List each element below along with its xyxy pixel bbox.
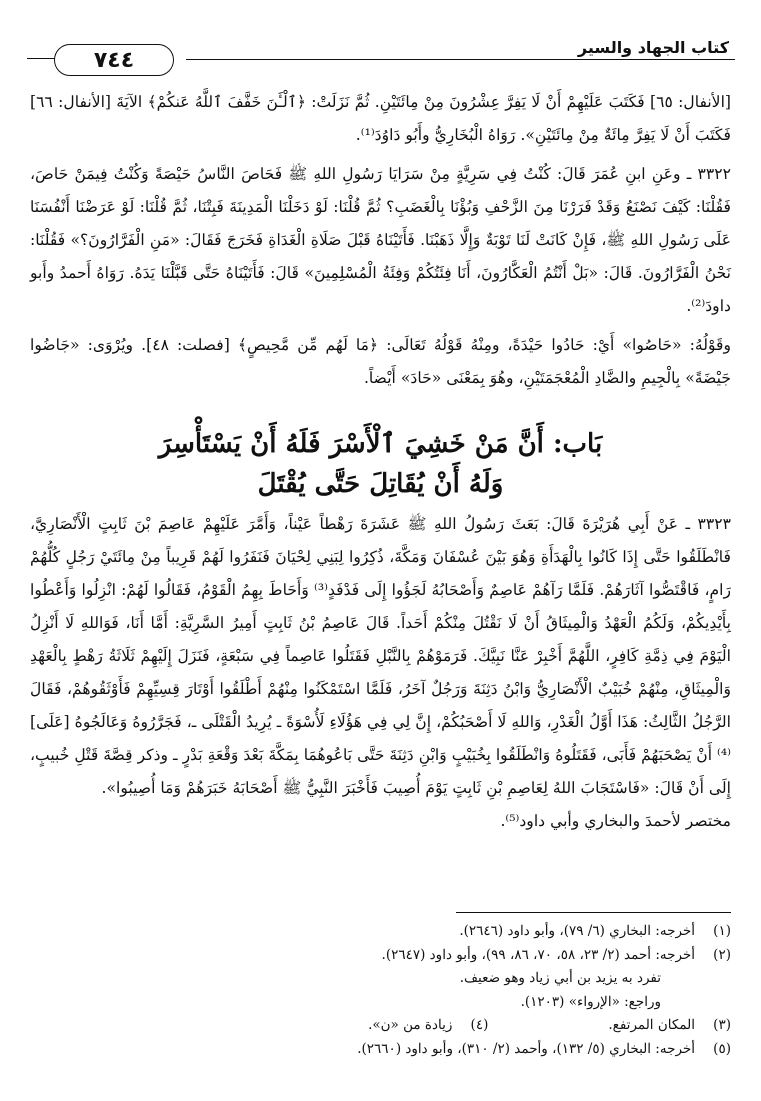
footnote-3 xyxy=(608,1014,731,1038)
footnote-number: (٣) xyxy=(713,1017,731,1033)
main-text-block xyxy=(30,508,731,838)
book-title: كتاب الجهاد والسير xyxy=(577,38,729,57)
chapter-heading xyxy=(30,424,731,504)
footnote-5 xyxy=(40,1038,731,1062)
footnote-text: أخرجه: البخاري (٦/ ٧٩)، وأبو داود (٢٦٤٦). xyxy=(459,923,695,939)
paragraph-abridged-note: مختصر لأحمدَ والبخاري وأبي داود⁽⁵⁾. xyxy=(500,812,731,830)
paragraph-verse-ending: [الأنفال: ٦٥] فَكَتَبَ عَلَيْهِمْ أَنْ لَا يَفِرَّ عِشْرُونَ مِنْ مِائَتَيْنِ. ثُمَّ نَزَلَتْ: ﴿ٱلْـَٔنَ خَفَّفَ ٱللَّهُ عَنكُمْ﴾ الآيَةَ [الأنفال: ٦٦] فَكَتَبَ أَنْ لَا يَفِرَّ مِائَةٌ مِنْ مِائَتَيْنِ». رَوَاهُ الْبُخَارِيُّ وأَبُو دَاوُدَ⁽¹⁾. xyxy=(30,93,731,144)
footnote-2-note-2: وراجع: «الإرواء» (١٢٠٣). xyxy=(520,993,661,1010)
footnotes xyxy=(40,920,731,1061)
footnote-row-3-4 xyxy=(40,1014,731,1038)
chapter-title-line-1: بَاب: أَنَّ مَنْ خَشِيَ ٱلْأَسْرَ فَلَهُ أَنْ يَسْتَأْسِرَ xyxy=(158,429,603,459)
footnote-number: (٥) xyxy=(713,1040,731,1057)
top-text-block xyxy=(30,86,731,395)
footnote-text: زيادة من «ن». xyxy=(368,1017,453,1033)
footnote-2-note-1: تفرد به يزيد بن أبي زياد وهو ضعيف. xyxy=(459,970,661,986)
header-rule xyxy=(186,59,735,60)
footnote-number: (١) xyxy=(713,923,731,939)
footnote-2 xyxy=(40,944,731,968)
paragraph-hadith-3323: ٣٣٢٣ ـ عَنْ أَبِي هُرَيْرَةَ قَالَ: بَعَثَ رَسُولُ اللهِ ﷺ عَشَرَةَ رَهْطاً عَيْناً، وَأَمَّرَ عَلَيْهِمْ عَاصِمَ بْنَ ثَابِتٍ الْأَنْصَارِيَّ، فَانْطَلَقُوا حَتَّى إِذَا كَانُوا بِالْهَدَأَةِ وَهُوَ بَيْنَ عُسْفَانَ وَمَكَّةَ، ذُكِرُوا لِبَنِي لِحْيَانَ فَنَفَرُوا لَهُمْ قَرِيباً مِنْ مِائَتَيْ رَجُلٍ كُلُّهُمْ رَامٍ، فَاقْتَصُّوا آثَارَهُمْ. فَلَمَّا رَآهُمْ عَاصِمٌ وَأَصْحَابُهُ لَجَؤُوا إِلَى فَدْفَدٍ⁽³⁾ وَأَحَاطَ بِهِمُ الْقَوْمُ، فَقَالُوا لَهُمْ: انْزِلُوا وَأَعْطُوا بِأَيْدِيكُمْ، وَلَكُمُ الْعَهْدُ وَالْمِيثَاقُ أَنْ لَا نَقْتُلَ مِنْكُمْ أَحَداً. قَالَ عَاصِمُ بْنُ ثَابِتٍ أَمِيرُ السَّرِيَّةِ: أَمَّا أَنَا، فَوَاللهِ لَا أَنْزِلُ الْيَوْمَ فِي ذِمَّةِ كَافِرٍ، اللَّهُمَّ أَخْبِرْ عَنَّا نَبِيَّكَ. فَرَمَوْهُمْ بِالنَّبْلِ فَقَتَلُوا عَاصِماً فِي سَبْعَةٍ، فَنَزَلَ إِلَيْهِمْ ثَلَاثَةُ رَهْطٍ بِالْعَهْدِ وَالْمِيثَاقِ، مِنْهُمْ خُبَيْبٌ الْأَنْصَارِيُّ وَابْنُ دَثِنَةَ وَرَجُلٌ آخَرُ، فَلَمَّا اسْتَمْكَنُوا مِنْهُمْ أَطْلَقُوا أَوْتَارَ قِسِيِّهِمْ فَأَوْثَقُوهُمْ، فَقَالَ الرَّجُلُ الثَّالِثُ: هَذَا أَوَّلُ الْغَدْرِ، وَاللهِ لَا أَصْحَبُكُمْ، إِنَّ لِي فِي هَؤُلَاءِ لَأُسْوَةً ـ يُرِيدُ الْقَتْلَى ـ، فَجَرَّرُوهُ وَعَالَجُوهُ [عَلَى]⁽⁴⁾ أَنْ يَصْحَبَهُمْ فَأَبَى، فَقَتَلُوهُ وَانْطَلَقُوا بِخُبَيْبٍ وَابْنِ دَثِنَةَ حَتَّى بَاعُوهُمَا بِمَكَّةَ بَعْدَ وَقْعَةِ بَدْرٍ ـ وذكر قِصَّةَ قَتْلِ خُبيبٍ، إِلَى أَنْ قَالَ: «فَاسْتَجَابَ اللهُ لِعَاصِمِ بْنِ ثَابِتٍ يَوْمَ أُصِيبَ فَأَخْبَرَ النَّبِيُّ ﷺ أَصْحَابَهُ خَبَرَهُمْ وَمَا أُصِيبُوا». xyxy=(30,515,731,797)
footnote-number: (٤) xyxy=(470,1017,489,1033)
footnote-number: (٢) xyxy=(713,946,731,963)
chapter-title-line-2: وَلَهُ أَنْ يُقَاتِلَ حَتَّى يُقْتَلَ xyxy=(257,469,504,499)
page-number: ٧٤٤ xyxy=(54,44,174,76)
paragraph-hadith-3322: ٣٣٢٢ ـ وعَنِ ابنِ عُمَرَ قَالَ: كُنْتُ فِي سَرِيَّةٍ مِنْ سَرَايَا رَسُولِ اللهِ ﷺ فَحَاصَ النَّاسُ حَيْصَةً وَكُنْتُ فِيمَنْ حَاصَ، فَقُلْنَا: كَيْفَ نَصْنَعُ وَقَدْ فَرَرْنَا مِنَ الزَّحْفِ وَبُؤْنَا بِالْغَضَبِ؟ ثُمَّ قُلْنَا: لَوْ دَخَلْنَا الْمَدِينَةَ فَبِتْنَا، ثُمَّ قُلْنَا: لَوْ عَرَضْنَا أَنْفُسَنَا عَلَى رَسُولِ اللهِ ﷺ، فَإِنْ كَانَتْ لَنَا تَوْبَةٌ وَإِلَّا ذَهَبْنَا. فَأَتَيْنَاهُ قَبْلَ صَلَاةِ الْغَدَاةِ فَخَرَجَ فَقَالَ: «مَنِ الْفَرَّارُونَ؟» فَقُلْنَا: نَحْنُ الْفَرَّارُونَ. قَالَ: «بَلْ أَنْتُمُ الْعَكَّارُونَ، أَنَا فِئَتُكُمْ وَفِئَةُ الْمُسْلِمِينَ» قَالَ: فَأَتَيْنَاهُ حَتَّى قَبَّلْنَا يَدَهُ. رَوَاهُ أَحمدُ وأَبو داودَ⁽²⁾. xyxy=(30,165,731,315)
footnote-text: المكان المرتفع. xyxy=(608,1017,695,1033)
footnote-4 xyxy=(368,1014,488,1038)
footnote-separator xyxy=(456,912,731,913)
footnote-text: أخرجه: البخاري (٥/ ١٣٢)، وأحمد (٢/ ٣١٠)، وأبو داود (٢٦٦٠). xyxy=(357,1040,695,1057)
footnote-1 xyxy=(40,920,731,944)
footnote-text: أخرجه: أحمد (٢/ ٢٣، ٥٨، ٧٠، ٨٦، ٩٩)، وأبو داود (٢٦٤٧). xyxy=(381,946,695,963)
paragraph-word-explanation: وقَوْلُهُ: «حَاصُوا» أَيْ: حَادُوا حَيْدَةً، ومِنْهُ قَوْلُهُ تَعَالَى: ﴿مَا لَهُم مِّن مَّحِيصٍ﴾ [فصلت: ٤٨]. ويُرْوَى: «جَاضُوا جَيْضَةً» بِالْجِيمِ والضَّادِ الْمُعْجَمَتَيْنِ، وهُوَ بِمَعْنَى «حَادَ» أَيْضاً. xyxy=(30,336,732,387)
page-header xyxy=(26,34,735,74)
